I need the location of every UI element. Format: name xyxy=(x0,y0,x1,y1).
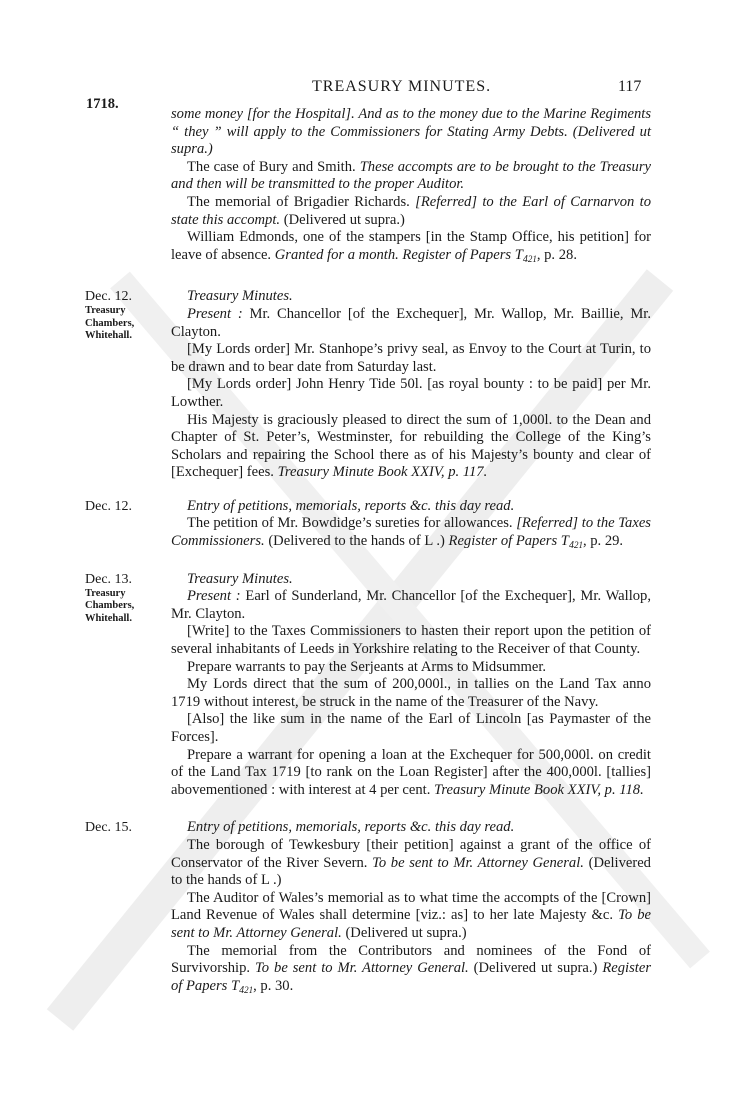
entry-date: Dec. 12. xyxy=(85,498,133,514)
paragraph: [My Lords order] John Henry Tide 50l. [as royal bounty : to be paid] per Mr. Lowther. xyxy=(171,376,651,410)
paragraph: Present : Earl of Sunderland, Mr. Chancellor [of the Exchequer], Mr. Wallop, Mr. Clayton. xyxy=(171,588,652,622)
paragraph: Prepare warrants to pay the Serjeants at Arms to Midsummer. xyxy=(187,658,547,675)
running-title: TREASURY MINUTES. xyxy=(312,78,492,95)
margin-note xyxy=(85,498,165,515)
paragraph: [Write] to the Taxes Commissioners to hasten their report upon the petition of several inhabitants of Leeds in Yorkshire relating to the Receiver of that County. xyxy=(171,623,651,658)
entry-heading: Treasury Minutes. xyxy=(187,570,293,587)
entry-dec-15-petitions xyxy=(85,819,652,999)
margin-note xyxy=(85,819,165,836)
entry-heading: Treasury Minutes. xyxy=(187,288,293,305)
entry-date: Dec. 13. xyxy=(85,571,133,587)
paragraph: [Also] the like sum in the name of the Earl of Lincoln [as Paymaster of the Forces]. xyxy=(171,711,651,745)
entry-place: Treasury Chambers, Whitehall. xyxy=(85,587,135,624)
paragraph: some money [for the Hospital]. And as to the money due to the Marine Regiments “ they ” will apply to the Commissioners for Stating Army Debts. (Delivered ut supra.) xyxy=(171,106,651,158)
main-text xyxy=(85,106,652,999)
paragraph: Prepare a warrant for opening a loan at the Exchequer for 500,000l. on credit of the Land Tax 1719 [to rank on the Loan Register] after the 400,000l. [tallies] abovementioned : with interest at 4 per cent. Treasury Minute Book XXIV, p. 118. xyxy=(171,746,651,798)
paragraph: His Majesty is graciously pleased to direct the sum of 1,000l. to the Dean and Chapter of St. Peter’s, Westminster, for rebuilding the College of the King’s Scholars and repairing the School there as of his Majesty’s bounty and clear of [Exchequer] fees. Treasury Minute Book XXIV, p. 117. xyxy=(171,411,651,481)
paragraph: The case of Bury and Smith. These accompts are to be brought to the Treasury and then will be transmitted to the proper Auditor. xyxy=(171,158,652,193)
continued-entry xyxy=(171,106,651,268)
paragraph: William Edmonds, one of the stampers [in the Stamp Office, his petition] for leave of absence. Granted for a month. Register of Papers $T_{421}$, p. 28. xyxy=(171,229,651,265)
entry-heading: Entry of petitions, memorials, reports &c. this day read. xyxy=(187,497,515,514)
page-number: 117 xyxy=(618,78,642,95)
paragraph: My Lords direct that the sum of 200,000l., in tallies on the Land Tax anno 1719 without interest, be struck in the name of the Treasurer of the Navy. xyxy=(171,676,651,710)
margin-note xyxy=(85,288,165,343)
entry-place: Treasury Chambers, Whitehall. xyxy=(85,305,135,342)
entry-dec-13-minutes xyxy=(85,570,652,800)
entry-heading: Entry of petitions, memorials, reports &c. this day read. xyxy=(187,819,515,836)
paragraph: The petition of Mr. Bowdidge’s sureties for allowances. [Referred] to the Taxes Commissioners. (Delivered to the hands of L .) Register of Papers $T_{421}$, p. 29. xyxy=(171,515,651,552)
paragraph: The Auditor of Wales’s memorial as to what time the accompts of the [Crown] Land Revenue of Wales shall determine [viz.: as] to her late Majesty &c. To be sent to Mr. Attorney General. (Delivered ut supra.) xyxy=(171,889,652,941)
entry-date: Dec. 12. xyxy=(85,289,133,305)
paragraph: [My Lords order] Mr. Stanhope’s privy seal, as Envoy to the Court at Turin, to be drawn and to bear date from Saturday last. xyxy=(171,341,651,375)
paragraph: Present : Mr. Chancellor [of the Exchequer], Mr. Wallop, Mr. Baillie, Mr. Clayton. xyxy=(171,305,652,340)
entry-dec-12-minutes xyxy=(85,288,652,482)
entry-date: Dec. 15. xyxy=(85,820,133,836)
paragraph: The memorial of Brigadier Richards. [Referred] to the Earl of Carnarvon to state this accompt. (Delivered ut supra.) xyxy=(171,193,651,228)
entry-dec-12-petitions xyxy=(85,497,651,555)
paragraph: The memorial from the Contributors and nominees of the Fond of Survivorship. To be sent to Mr. Attorney General. (Delivered ut supra.) Register of Papers $T_{421}$, p. 30. xyxy=(171,942,651,996)
year-label: 1718. xyxy=(86,96,119,112)
paragraph: The borough of Tewkesbury [their petition] against a grant of the office of Conservator of the River Severn. To be sent to Mr. Attorney General. (Delivered to the hands of L .) xyxy=(171,836,651,889)
margin-note xyxy=(85,571,165,626)
